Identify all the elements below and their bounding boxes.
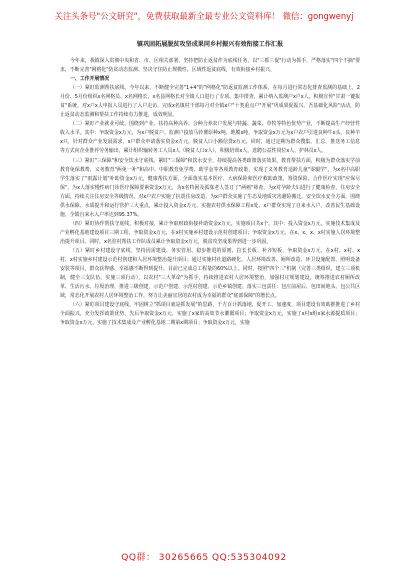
paragraph-rural-construction: （五）紧盯乡村建设守底线。坚持因需建设、务实管用、稳步推进的原则，拉长长板、补齐短板，争取资金x万元，在x村、x村、x村、x村实施乡村建设示范村创建和人居环境整治提升项目；通过实施村社道路硬化、人居环境改善、厕所改造、环卫设施配置，照明设备安装等项目，群众获得感、幸福感不断得到提升。目前已完成总工程量的60%以上。同时，按照"四个三"机制（完善三类组织、建立三项机制，健全三支队伍、实施三项行动），以农村"三大革命"为抓手，持续推进农村人居环境整治，加强村庄规划建设，统筹推进农村厕所改革、生活污水、垃圾治理，推进三级创建，示范户创建、示范村创建、示范乡镇创建。落实三包责任：包庄前屋后、包田间地头、包公共区域，常态化开展农村人居环境整治工作，努力让美丽宜居的农村成为幸福的群众"底部保障"的增长点。 <box>60 247 360 300</box>
document-body <box>60 40 360 328</box>
paragraph-monitoring: （一）紧盯监测帮扶底线。今年以来，不断健全完善"1+4"的"网格化"防返贫监测工作体系，在每月进行常态化排查监测的基础上，2月份、5月份组织x名网格员、x名网格长、x名县网格长对全镇人口进行了专项、集中排查，累计纳入监测户x户x人。积极宣传"甘肃一键报贫"系统，对x户x人申报人员进行了入户走访，完成x名镇村干部每月对全镇x户"十类重点户"开展"巩成果促振兴、吾基础化风险"活动，防止返贫动态监测和帮扶工作持续有力推进，成效明显。 <box>60 85 360 119</box>
paragraph-intro: 今年来，我镇深入贯彻中央和省、市、区相关部署，坚持把防止返贫作为底线任务，以"三抓三促"行动为抓手，严格落实"四个不摘"要求，不断完善"网格化"防贫动态监测、坚决守住防止规模性、区域性返贫底线，有效衔接乡村振兴。 <box>60 58 360 74</box>
contact-footer: QQ群： 30265665 QQ:535304092 <box>121 553 287 563</box>
paragraph-three-guarantees: （三）紧盯"三保障"和安全饮水守底线。紧盯"三保障"和饮水安全，持续提高各类政策落实效果。教育帮扶方面，积极为群众落实学前教育免保教费、义务教育"两免一补"和高中、中职教育免学费、助学金等各项教育政策，实现了义务教育适龄儿童"零辍学"，为x名中高职学生落实了"雨露计划"补助资金x万元，健康帮扶方面，全面落实基本医疗、大病保险和医疗救助政策，筹资保险、合作医疗实现"应保尽保"，为x人落实慢性病门诊医疗保障要素资金x万元，为x名特困及孤寡老人签订了"两癌"筛查，为x对孕龄夫妇进行了健康检查，住房安全方面，持续关注住房安全等级情况，对x户农户实施了抗震住房改造，为x户群众实施了生态及地质灾害避险搬迁。安全饮水安全方面，围绕供水保障、水质提升和运行管护三大重点，累计投入资金x万元，实施农村供水保障工程x处，x户群众实现了自来水入户。改善民生基础设施，全镇自来水入户率达到95.37%。 <box>60 157 360 218</box>
promo-banner[interactable]: 关注头条号"公文研究"，免费获取最新全最专业公文资料库！ 微信：gongwenyj <box>54 11 354 21</box>
paragraph-cooperation: （四）紧盯协作帮扶守底线。积极对接，累计争取财政衔接补助资金x万元，实施项目共x个。其中：投入资金x万元，实施技术集成及产业孵化基地建设项目三期工程，争取资金x万元，在x村实施乡村建设示范村创建项目；争取资金x万元，在x、x、x、x村实施人居环境整治提升项目。同时，x名驻村帮扶工作队成员累计争取资金x万元，脱贫攻坚成果得到进一步巩固。 <box>60 220 360 245</box>
paragraph-industry: （二）紧盯产业就业可续。围绕到产业，扶持高种高养。合种合养农户发展与特蔬、蔬菜、草牧等特色优势产业，不断提高生产经营性收入水平。其中：争取资金x万元，为x户脱贫户、监测户投放马铃薯原种x吨、地膜x吨，争取资金x万元为x户农户引进良种牛x头，良种羊x只，针对群众产业发展需求，x户群众申请落实资金x万元，脱贫人口小额信贷x万元。同时，通过定期为群众搜集、汇总、推送务工信息等方式向企业推荐劳务输出，累计组织输转务工人员x人（脱贫人口x人），积极培训x人，选聘公益性岗位x人、护林员x人。 <box>60 121 360 155</box>
section-heading: 一、工作开展情况 <box>70 76 110 83</box>
document-title: 镇巩固拓展脱贫攻坚成果同乡村振兴有效衔接工作汇报 <box>136 41 284 48</box>
paragraph-project-construction: （六）紧盯项目建设守底线。牢固树立"抓项目就是抓发展"的思路，千方百计抓落地，促开工，加速度，项目建设有效助推推进了乡村全面振兴。充分发挥政策优势，先后争取资金x万元，实施了x家的高效节水灌溉项目；争取资金x万元，实施了x村x组x家水源提质项目；争取资金x万元，实施了技术集成及产业孵化基地二期第x期项目；争取资金x万元，实施 <box>60 302 360 327</box>
